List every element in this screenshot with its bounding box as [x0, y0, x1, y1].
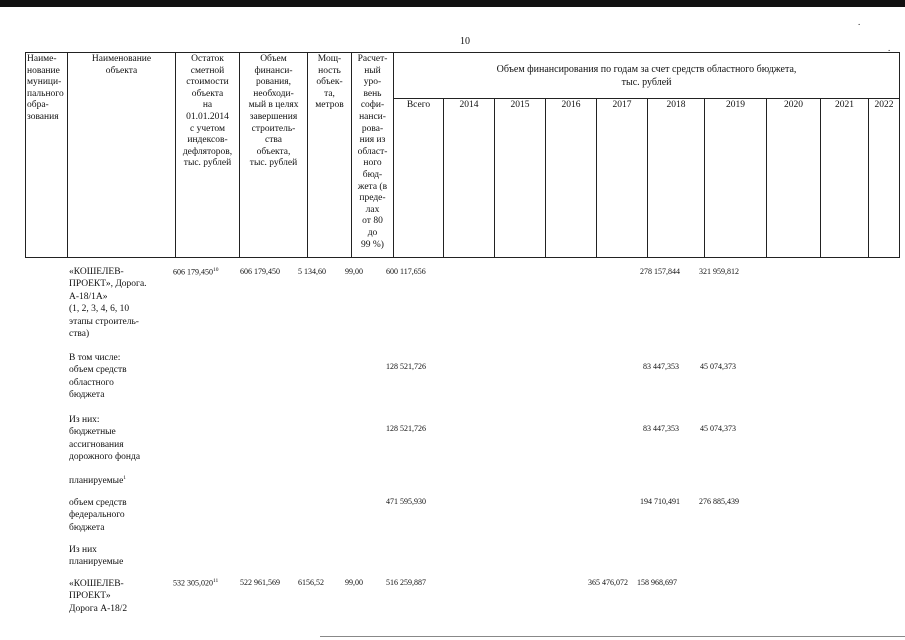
object-name: Из них: бюджетные ассигнования дорожного фонда: [69, 415, 141, 463]
year-2018-cell: 158 968,697: [637, 578, 677, 587]
page-number: 10: [460, 36, 470, 47]
year-2018-cell: 194 710,491: [640, 497, 680, 506]
header-year: 2019: [705, 99, 767, 258]
header-municipality: Наиме- нование муници- пального обра- зования: [26, 53, 68, 258]
header-years-group: Объем финансирования по годам за счет средств областного бюджета, тыс. рублей: [394, 53, 900, 99]
year-2019-cell: 45 074,373: [700, 424, 736, 433]
object-name: В том числе: объем средств областного бюджета: [69, 353, 127, 401]
header-year: 2016: [546, 99, 597, 258]
year-2019-cell: 45 074,373: [700, 362, 736, 371]
table-header: [25, 52, 900, 258]
header-year: 2015: [495, 99, 546, 258]
year-2018-cell: 83 447,353: [643, 362, 679, 371]
level-cell: 99,00: [345, 267, 363, 276]
financing-cell: 606 179,450: [240, 267, 280, 276]
object-name: «КОШЕЛЕВ- ПРОЕКТ», Дорога. А-18/1А» (1, 2, 3, 4, 6, 10 этапы строитель- ства): [69, 267, 147, 340]
total-cell: 128 521,726: [386, 424, 426, 433]
header-capacity: Мощ- ность объек- та, метров: [308, 53, 352, 258]
year-2018-cell: 83 447,353: [643, 424, 679, 433]
year-2019-cell: 276 885,439: [699, 497, 739, 506]
top-border-bar: [0, 0, 905, 7]
object-name: Из них планируемые: [69, 545, 124, 568]
object-name: объем средств федерального бюджета: [69, 498, 127, 533]
total-cell: 600 117,656: [386, 267, 426, 276]
header-year: 2022: [869, 99, 900, 258]
object-name: «КОШЕЛЕВ- ПРОЕКТ» Дорога А-18/2: [69, 579, 128, 614]
capacity-cell: 5 134,60: [298, 267, 326, 276]
total-cell: 516 259,887: [386, 578, 426, 587]
header-year: 2017: [597, 99, 648, 258]
estimate-cell: 532 305,020$^{11}$: [173, 578, 219, 588]
total-cell: 128 521,726: [386, 362, 426, 371]
bottom-rule: [320, 636, 905, 637]
capacity-cell: 6156,52: [298, 578, 324, 587]
total-cell: 471 595,930: [386, 497, 426, 506]
level-cell: 99,00: [345, 578, 363, 587]
year-2019-cell: 321 959,812: [699, 267, 739, 276]
object-name: планируемые$^1$: [69, 475, 127, 487]
year-2018-cell: 278 157,844: [640, 267, 680, 276]
header-object-name: Наименование объекта: [68, 53, 176, 258]
financing-cell: 522 961,569: [240, 578, 280, 587]
stray-mark: .: [858, 17, 861, 27]
stray-mark: .: [888, 43, 891, 53]
header-year: 2020: [767, 99, 821, 258]
header-year: 2018: [648, 99, 705, 258]
header-year: 2021: [821, 99, 869, 258]
header-year: 2014: [444, 99, 495, 258]
header-financing-needed: Объем финанси- рования, необходи- мый в целях завершения строитель- ства объекта, тыс. рублей: [240, 53, 308, 258]
year-2017-cell: 365 476,072: [588, 578, 628, 587]
header-estimate-balance: Остаток сметной стоимости объекта на 01.01.2014 с учетом индексов- дефляторов, тыс. рублей: [176, 53, 240, 258]
header-cofinancing-level: Расчет- ный уро- вень софи- нанси- рова- ния из област- ного бюд- жета (в преде- лах от 80 до 99 %): [352, 53, 394, 258]
header-total: Всего: [394, 99, 444, 258]
estimate-cell: 606 179,450$^{10}$: [173, 267, 219, 277]
